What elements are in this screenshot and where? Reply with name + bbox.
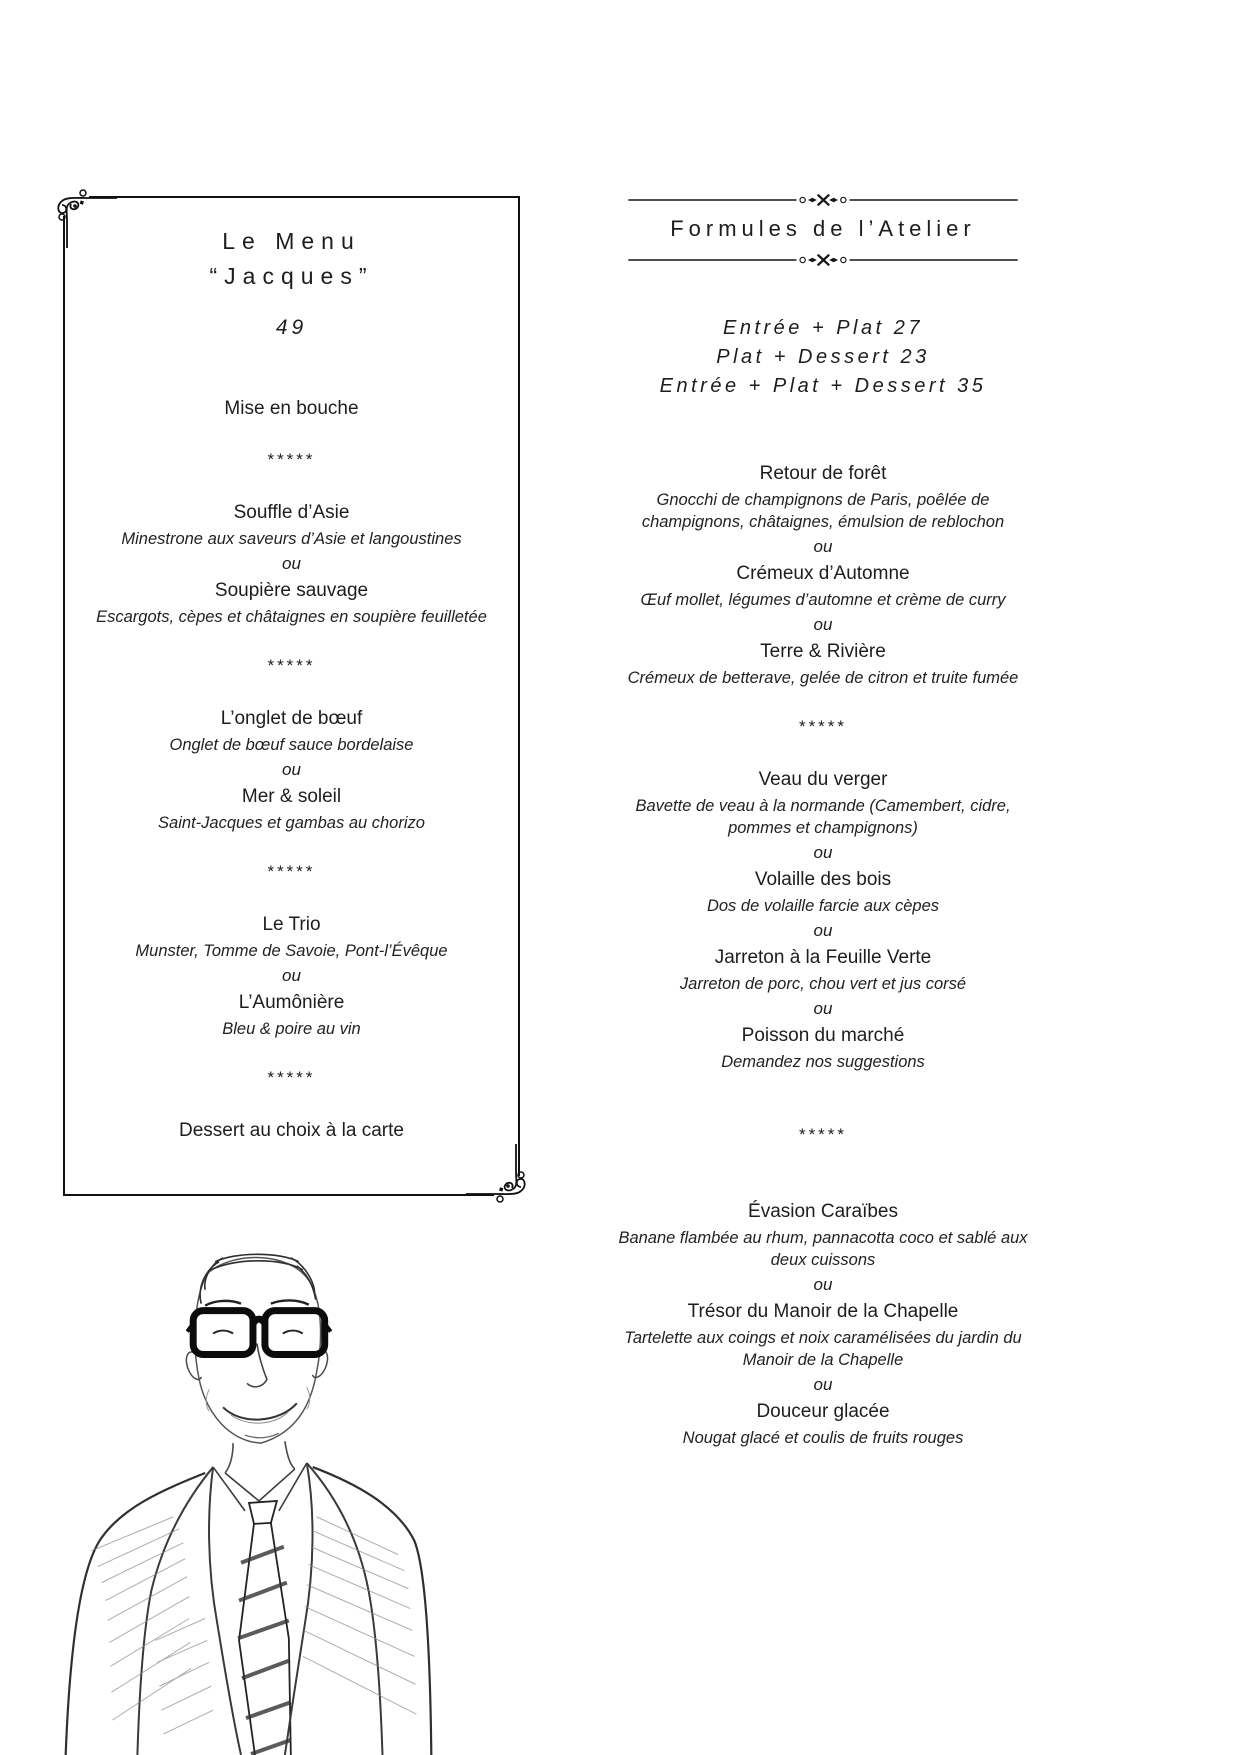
formulas-list — [597, 314, 1049, 401]
menu-title: Le Menu — [222, 228, 361, 254]
dish-name: Mise en bouche — [224, 398, 359, 419]
formules-section — [597, 192, 1049, 1449]
corner-flourish-icon — [53, 184, 117, 248]
formula-line: Entrée + Plat + Dessert 35 — [659, 375, 987, 397]
or-separator: ou — [813, 999, 833, 1018]
dish-name: Soupière sauvage — [214, 580, 369, 601]
stars-separator: ***** — [798, 717, 848, 736]
dish-name: Poisson du marché — [741, 1025, 905, 1046]
dish-name: Souffle d’Asie — [233, 502, 350, 523]
dish-name: Veau du verger — [758, 769, 888, 790]
divider-ornament-icon — [623, 192, 1023, 208]
dish-name: Terre & Rivière — [760, 641, 886, 662]
menu-price: 49 — [275, 316, 308, 339]
stars-separator: ***** — [798, 1125, 848, 1144]
or-separator: ou — [813, 615, 833, 634]
dish-name: Évasion Caraïbes — [748, 1201, 898, 1222]
dish-name: Crémeux d’Automne — [736, 563, 910, 584]
dish-name: Retour de forêt — [759, 463, 887, 484]
dish-name: Dessert au choix à la carte — [179, 1120, 404, 1141]
dish-description: Tartelette aux coings et noix caramélisées du jardin du Manoir de la Chapelle — [624, 1329, 1022, 1369]
menu-subtitle: “Jacques” — [209, 263, 374, 289]
formula-line: Plat + Dessert 23 — [716, 346, 930, 368]
dish-description: Jarreton de porc, chou vert et jus corsé — [679, 975, 967, 993]
or-separator: ou — [282, 554, 301, 573]
stars-separator: ***** — [267, 656, 316, 675]
or-separator: ou — [813, 843, 833, 862]
stars-separator: ***** — [267, 450, 316, 469]
dish-description: Minestrone aux saveurs d’Asie et langoustines — [121, 530, 462, 548]
dish-name: Le Trio — [262, 914, 321, 935]
or-separator: ou — [813, 1275, 833, 1294]
dish-name: Volaille des bois — [754, 869, 892, 890]
dish-name: Jarreton à la Feuille Verte — [714, 947, 932, 968]
dish-description: Onglet de bœuf sauce bordelaise — [169, 736, 414, 754]
fixed-menu-items — [65, 396, 518, 1144]
dish-description: Dos de volaille farcie aux cèpes — [706, 897, 940, 915]
dish-name: Trésor du Manoir de la Chapelle — [687, 1301, 959, 1322]
dish-name: L’Aumônière — [238, 992, 345, 1013]
or-separator: ou — [813, 921, 833, 940]
formules-title: Formules de l’Atelier — [670, 216, 976, 241]
or-separator: ou — [813, 537, 833, 556]
formules-items — [597, 461, 1049, 1449]
dish-description: Gnocchi de champignons de Paris, poêlée de champignons, châtaignes, émulsion de reblochon — [641, 491, 1005, 531]
dish-description: Bavette de veau à la normande (Camembert, cidre, pommes et champignons) — [635, 797, 1011, 837]
dish-name: Mer & soleil — [241, 786, 342, 807]
stars-separator: ***** — [267, 862, 316, 881]
dish-description: Saint-Jacques et gambas au chorizo — [158, 814, 425, 832]
dish-description: Munster, Tomme de Savoie, Pont-l’Évêque — [135, 942, 448, 960]
dish-description: Escargots, cèpes et châtaignes en soupière feuilletée — [96, 608, 487, 626]
formula-line: Entrée + Plat 27 — [723, 317, 923, 339]
dish-description: Bleu & poire au vin — [222, 1020, 361, 1038]
dish-description: Nougat glacé et coulis de fruits rouges — [682, 1429, 964, 1447]
dish-description: Œuf mollet, légumes d’automne et crème de curry — [640, 591, 1006, 609]
chef-portrait-sketch — [55, 1212, 435, 1755]
corner-flourish-icon — [466, 1144, 530, 1208]
stars-separator: ***** — [267, 1068, 316, 1087]
divider-ornament-icon — [623, 252, 1023, 268]
dish-name: L’onglet de bœuf — [220, 708, 363, 729]
dish-description: Crémeux de betterave, gelée de citron et truite fumée — [627, 669, 1019, 687]
or-separator: ou — [282, 966, 301, 985]
or-separator: ou — [813, 1375, 833, 1394]
fixed-menu-box — [63, 196, 520, 1196]
dish-description: Banane flambée au rhum, pannacotta coco et sablé aux deux cuissons — [618, 1229, 1028, 1269]
dish-description: Demandez nos suggestions — [721, 1053, 925, 1071]
dish-name: Douceur glacée — [756, 1401, 890, 1422]
or-separator: ou — [282, 760, 301, 779]
